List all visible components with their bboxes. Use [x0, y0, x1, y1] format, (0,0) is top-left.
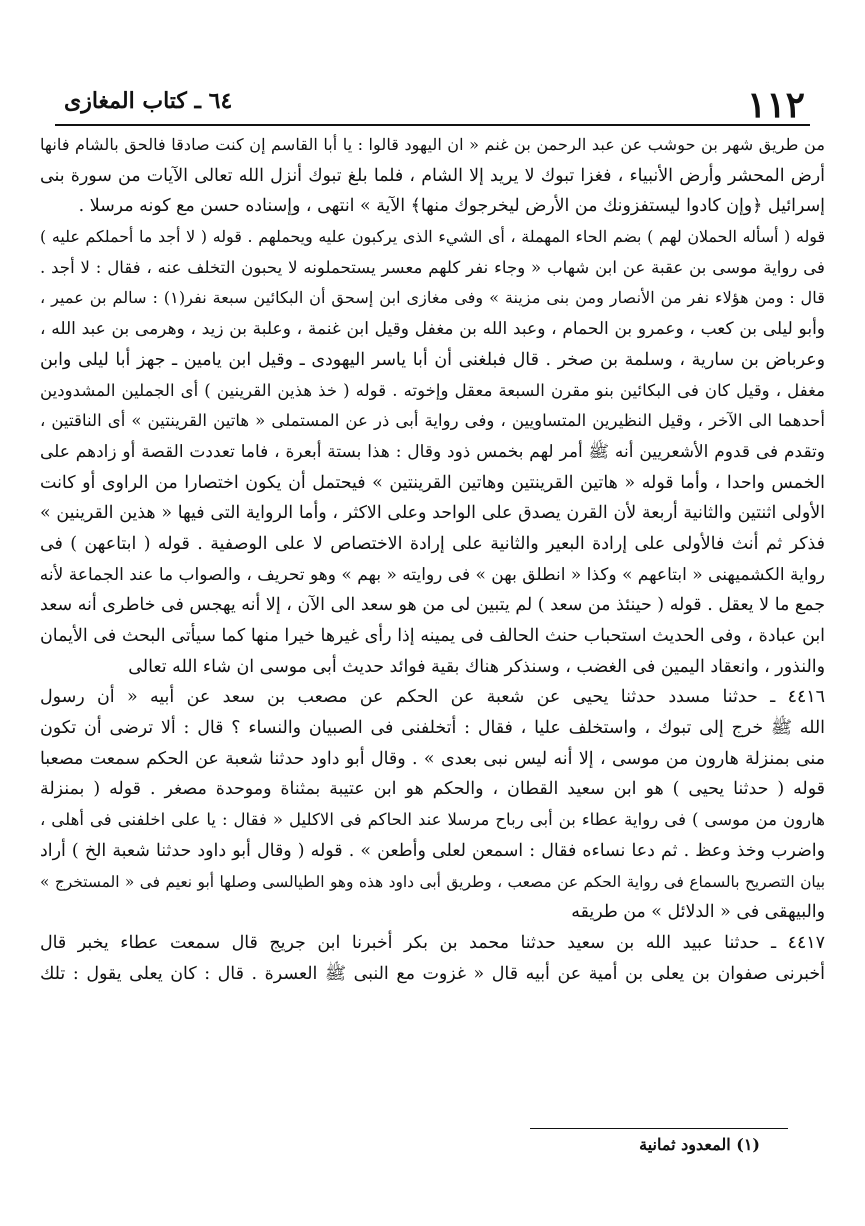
- text-line: بيان التصريح بالسماع فى رواية الحكم عن مصعب ، وطريق أبى داود هذه وهو الطيالسى وصلها أبو نعيم فى « المستخرج »: [40, 872, 825, 891]
- hadith-4417-line: ٤٤١٧ ـ حدثنا عبيد الله بن سعيد حدثنا محمد بن بكر أخبرنا ابن جريج قال سمعت عطاء يخبر قال: [40, 932, 825, 953]
- page-header: [50, 80, 815, 124]
- text-line: والنذور ، وانعقاد اليمين فى الغضب ، وسنذكر هناك بقية فوائد حديث أبى موسى ان شاء الله تعالى: [128, 656, 825, 677]
- footnote-rule: [530, 1128, 788, 1129]
- text-line: قال : ومن هؤلاء نفر من الأنصار ومن بنى مزينة » وفى مغازى ابن إسحق أن البكائين سبعة نفر(١) : سالم بن عمير ،: [40, 288, 825, 308]
- text-line: جمع ما لا يعقل . قوله ( حينئذ من سعد ) لم يتبين لى من هو سعد الى الآن ، إلا أنه يهجس فى خاطرى أنه سعد: [40, 595, 825, 616]
- text-line: وأبو ليلى بن كعب ، وعمرو بن الحمام ، وعبد الله بن مغفل وقيل ابن غنمة ، وعلبة بن زيد ، وهرمى بن عبد الله ،: [40, 319, 825, 340]
- text-line: هارون من موسى ) فى رواية عطاء بن أبى رباح مرسلا عند الحاكم فى الاكليل « فقال : يا على اخلفنى فى أهلى ،: [40, 810, 825, 830]
- text-line: قوله ( حدثنا يحيى ) هو ابن سعيد القطان ، والحكم هو ابن عتيبة بمثناة وموحدة مصغر . قوله ( بمنزلة: [40, 779, 825, 800]
- text-line: فى رواية موسى بن عقبة عن ابن شهاب « وجاء نفر كلهم معسر يستحملونه لا يحبون التخلف عنه ، فقال : لا أجد .: [40, 257, 825, 277]
- text-line: أرض المحشر وأرض الأنبياء ، فغزا تبوك لا يريد إلا الشام ، فلما بلغ تبوك أنزل الله تعالى الآيات من سورة بنى: [40, 165, 825, 186]
- body-text: [40, 130, 825, 989]
- page-number: ١١٢: [746, 84, 805, 126]
- running-title: ٦٤ ـ كتاب المغازى: [64, 88, 233, 114]
- text-line: رواية الكشميهنى « ابتاعهم » وكذا « انطلق بهن » فى روايته « بهم » وهو تحريف ، والصواب ما عند الجماعة لأنه: [40, 564, 825, 585]
- text-line: الأولى اثنتين والثانية أربعة لأن القرن يصدق على الواحد وعلى الاكثر ، وأما الرواية التى فيها « هذين القرينين »: [40, 503, 825, 524]
- text-line: إسرائيل ﴿وإن كادوا ليستفزونك من الأرض ليخرجوك منها﴾ الآية » انتهى ، وإسناده حسن مع كونه مرسلا .: [78, 196, 825, 217]
- text-line: الخمس واحدا ، وأما قوله « هاتين القرينتين وهاتين القرينتين » فيحتمل أن يكون اختصارا من الراوى أو كانت: [40, 472, 825, 493]
- text-line: أحدهما الى الآخر ، وقيل النظيرين المتساويين ، وفى رواية أبى ذر عن المستملى « هاتين القرينتين » أى الناقتين ،: [40, 411, 825, 431]
- text-line: وتقدم فى قدوم الأشعريين أنه ﷺ أمر لهم بخمس ذود وقال : هذا بستة أبعرة ، فاما تعددت القصة أو زادهم على: [40, 441, 825, 462]
- text-line: من طريق شهر بن حوشب عن عبد الرحمن بن غنم « ان اليهود قالوا : يا أبا القاسم إن كنت صادقا فالحق بالشام فانها: [40, 135, 825, 154]
- text-line: قوله ( أسأله الحملان لهم ) بضم الحاء المهملة ، أى الشيء الذى يركبون عليه ويحملهم . قوله ( لا أجد ما أحملكم عليه ): [40, 227, 825, 247]
- text-line: منى بمنزلة هارون من موسى ، إلا أنه ليس نبى بعدى » . وقال أبو داود حدثنا شعبة عن الحكم سمعت مصعبا: [40, 748, 825, 769]
- hadith-4416-line: ٤٤١٦ ـ حدثنا مسدد حدثنا يحيى عن شعبة عن الحكم عن مصعب بن سعد عن أبيه « أن رسول: [40, 687, 825, 708]
- text-line: مغفل ، وقيل كان فى البكائين بنو مقرن السبعة معقل وإخوته . قوله ( خذ هذين القرينين ) أى الجملين المشدودين: [40, 380, 825, 400]
- text-line: وعرباض بن سارية ، وسلمة بن صخر . قال فبلغنى أن أبا ياسر اليهودى ـ وقيل ابن يامين ـ جهز أبا ليلى وابن: [40, 349, 825, 370]
- text-line: والبيهقى فى « الدلائل » من طريقه: [571, 902, 825, 923]
- header-rule: [55, 124, 810, 126]
- text-line: الله ﷺ خرج إلى تبوك ، واستخلف عليا ، فقال : أتخلفنى فى الصبيان والنساء ؟ قال : ألا ترضى أن تكون: [40, 718, 825, 739]
- text-line: واضرب وخذ وعظ . ثم دعا نساءه فقال : اسمعن لعلى وأطعن » . قوله ( وقال أبو داود حدثنا شعبة الخ ) أراد: [40, 840, 825, 861]
- text-line: أخبرنى صفوان بن يعلى بن أمية عن أبيه قال « غزوت مع النبى ﷺ العسرة . قال : كان يعلى يقول : تلك: [40, 963, 825, 984]
- text-line: فذكر ثم أنث فالأولى على إرادة البعير والثانية على إرادة الاختصاص لا على الوصفية . قوله ( ابتاعهن ) فى: [40, 533, 825, 554]
- text-line: ابن عبادة ، وفى الحديث استحباب حنث الحالف فى يمينه إذا رأى غيرها خيرا منها كما سيأتى البحث فى الأيمان: [40, 626, 825, 646]
- footnote: (١) المعدود ثمانية: [639, 1135, 760, 1154]
